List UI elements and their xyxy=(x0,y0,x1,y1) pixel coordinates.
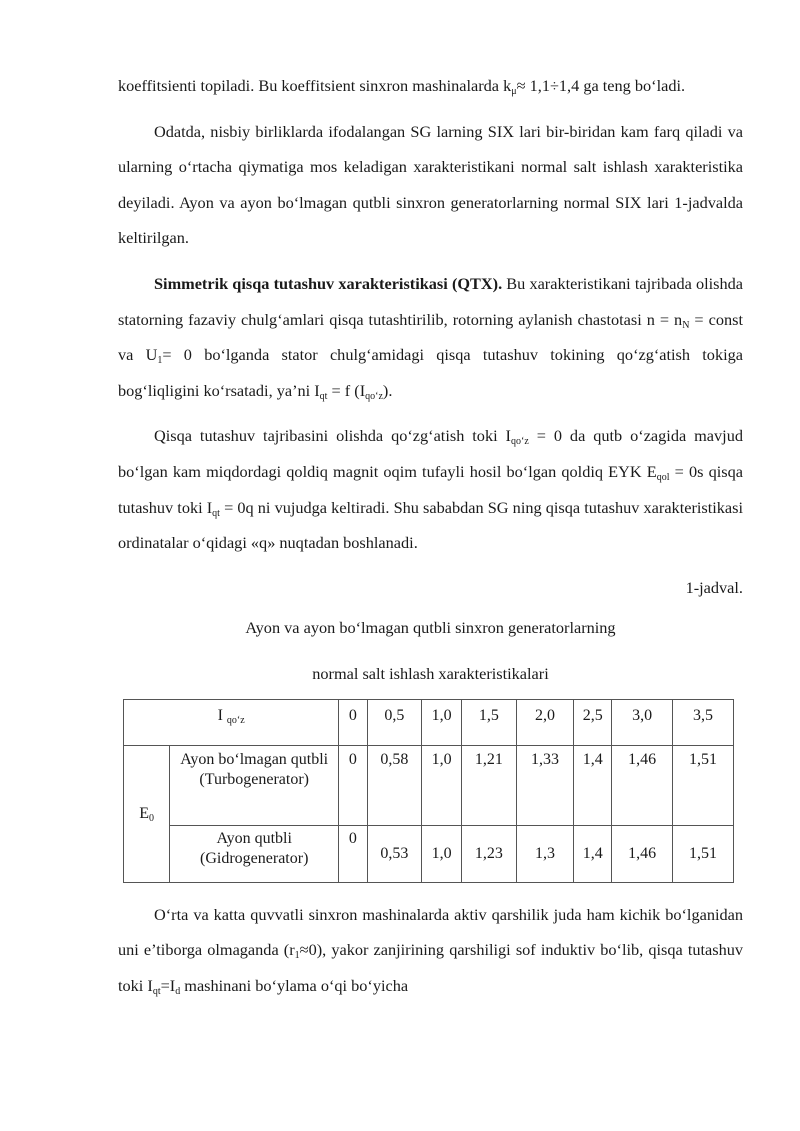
table-cell: 0,5 xyxy=(367,699,422,745)
table-cell: 1,21 xyxy=(462,745,517,825)
table-cell: 2,5 xyxy=(574,699,612,745)
section-heading: Simmetrik qisqa tutashuv xarakteristikasi (QTX). xyxy=(154,273,503,293)
table-cell: 0,53 xyxy=(367,825,422,882)
table-cell: 0 xyxy=(339,745,367,825)
table-cell: 1,23 xyxy=(462,825,517,882)
table-cell: 2,0 xyxy=(516,699,574,745)
table-cell: 3,0 xyxy=(612,699,673,745)
table-cell: 1,5 xyxy=(462,699,517,745)
table-cell: 0,58 xyxy=(367,745,422,825)
paragraph-1: koeffitsienti topiladi. Bu koeffitsient sinxron mashinalarda $k_\mu\approx 1,1\div 1,4$ ga teng bo‘ladi. xyxy=(118,76,686,97)
table-caption-line-1: Ayon va ayon bo‘lmagan qutbli sinxron generatorlarning xyxy=(245,617,616,637)
table-cell: 1,0 xyxy=(422,745,462,825)
table-cell: 0 xyxy=(339,699,367,745)
table-cell: 1,0 xyxy=(422,699,462,745)
paragraph-5: O‘rta va katta quvvatli sinxron mashinalarda aktiv qarshilik juda ham kichik bo‘lganidan uni e’tiborga olmaganda $(r_1\approx 0)$, yakor zanjirining qarshiligi sof induktiv bo‘lib, qisqa tutashuv toki $I_{qt}=I_d$ mashinani bo‘ylama o‘qi bo‘yicha xyxy=(118,904,743,997)
table-cell: 1,4 xyxy=(574,745,612,825)
row-name-cell: Ayon qutbli (Gidrogenerator) xyxy=(170,825,339,882)
table-cell: 1,51 xyxy=(673,745,734,825)
table-row xyxy=(124,825,734,882)
row-name-cell: Ayon bo‘lmagan qutbli (Turbogenerator) xyxy=(170,745,339,825)
table-caption-line-2: normal salt ishlash xarakteristikalari xyxy=(312,663,549,683)
document-page xyxy=(118,68,743,1004)
table-header-row xyxy=(124,699,734,745)
table-cell: 3,5 xyxy=(673,699,734,745)
table-cell: 1,51 xyxy=(673,825,734,882)
table-cell: 0 xyxy=(339,825,367,882)
table-label: 1-jadval. xyxy=(685,577,743,597)
group-label-cell: $E_0$ xyxy=(124,745,170,882)
table-row xyxy=(124,745,734,825)
table-cell: 1,46 xyxy=(612,825,673,882)
table-cell: 1,4 xyxy=(574,825,612,882)
table-cell: 1,33 xyxy=(516,745,574,825)
table-cell: 1,46 xyxy=(612,745,673,825)
data-table xyxy=(123,699,734,883)
paragraph-4: Qisqa tutashuv tajribasini olishda qo‘zg‘atish toki $I_{qo‘z} = 0$ da qutb o‘zagida mavjud bo‘lgan kam miqdordagi qoldiq magnit oqim tufayli hosil bo‘lgan qoldiq EYK $E_{qol} = 0s$ qisqa tutashuv toki $I_{qt} = 0q$ ni vujudga keltiradi. Shu sababdan SG ning qisqa tutashuv xarakteristikasi ordinatalar o‘qidagi «q» nuqtadan boshlanadi. xyxy=(118,426,744,553)
table-cell: 1,3 xyxy=(516,825,574,882)
paragraph-2: Odatda, nisbiy birliklarda ifodalangan SG larning SIX lari bir-biridan kam farq qiladi va ularning o‘rtacha qiymatiga mos keladigan xarakteristikani normal salt ishlash xarakteristika deyiladi. Ayon va ayon bo‘lmagan qutbli sinxron generatorlarning normal SIX lari 1-jadvalda keltirilgan. xyxy=(118,121,743,248)
paragraph-3: Simmetrik qisqa tutashuv xarakteristikasi (QTX). Bu xarakteristikani tajribada olishda statorning fazaviy chulg‘amlari qisqa tutashtirilib, rotorning aylanish chastotasi $n = n_N$ = const va $U_1= 0$ bo‘lganda stator chulg‘amidagi qisqa tutashuv tokining qo‘zg‘atish tokiga bog‘liqligini ko‘rsatadi, ya’ni $I_{qt} = f$ $(I_{qo‘z})$. xyxy=(118,273,743,402)
header-label-cell: I $_{qo‘z}$ xyxy=(124,699,339,745)
table-cell: 1,0 xyxy=(422,825,462,882)
